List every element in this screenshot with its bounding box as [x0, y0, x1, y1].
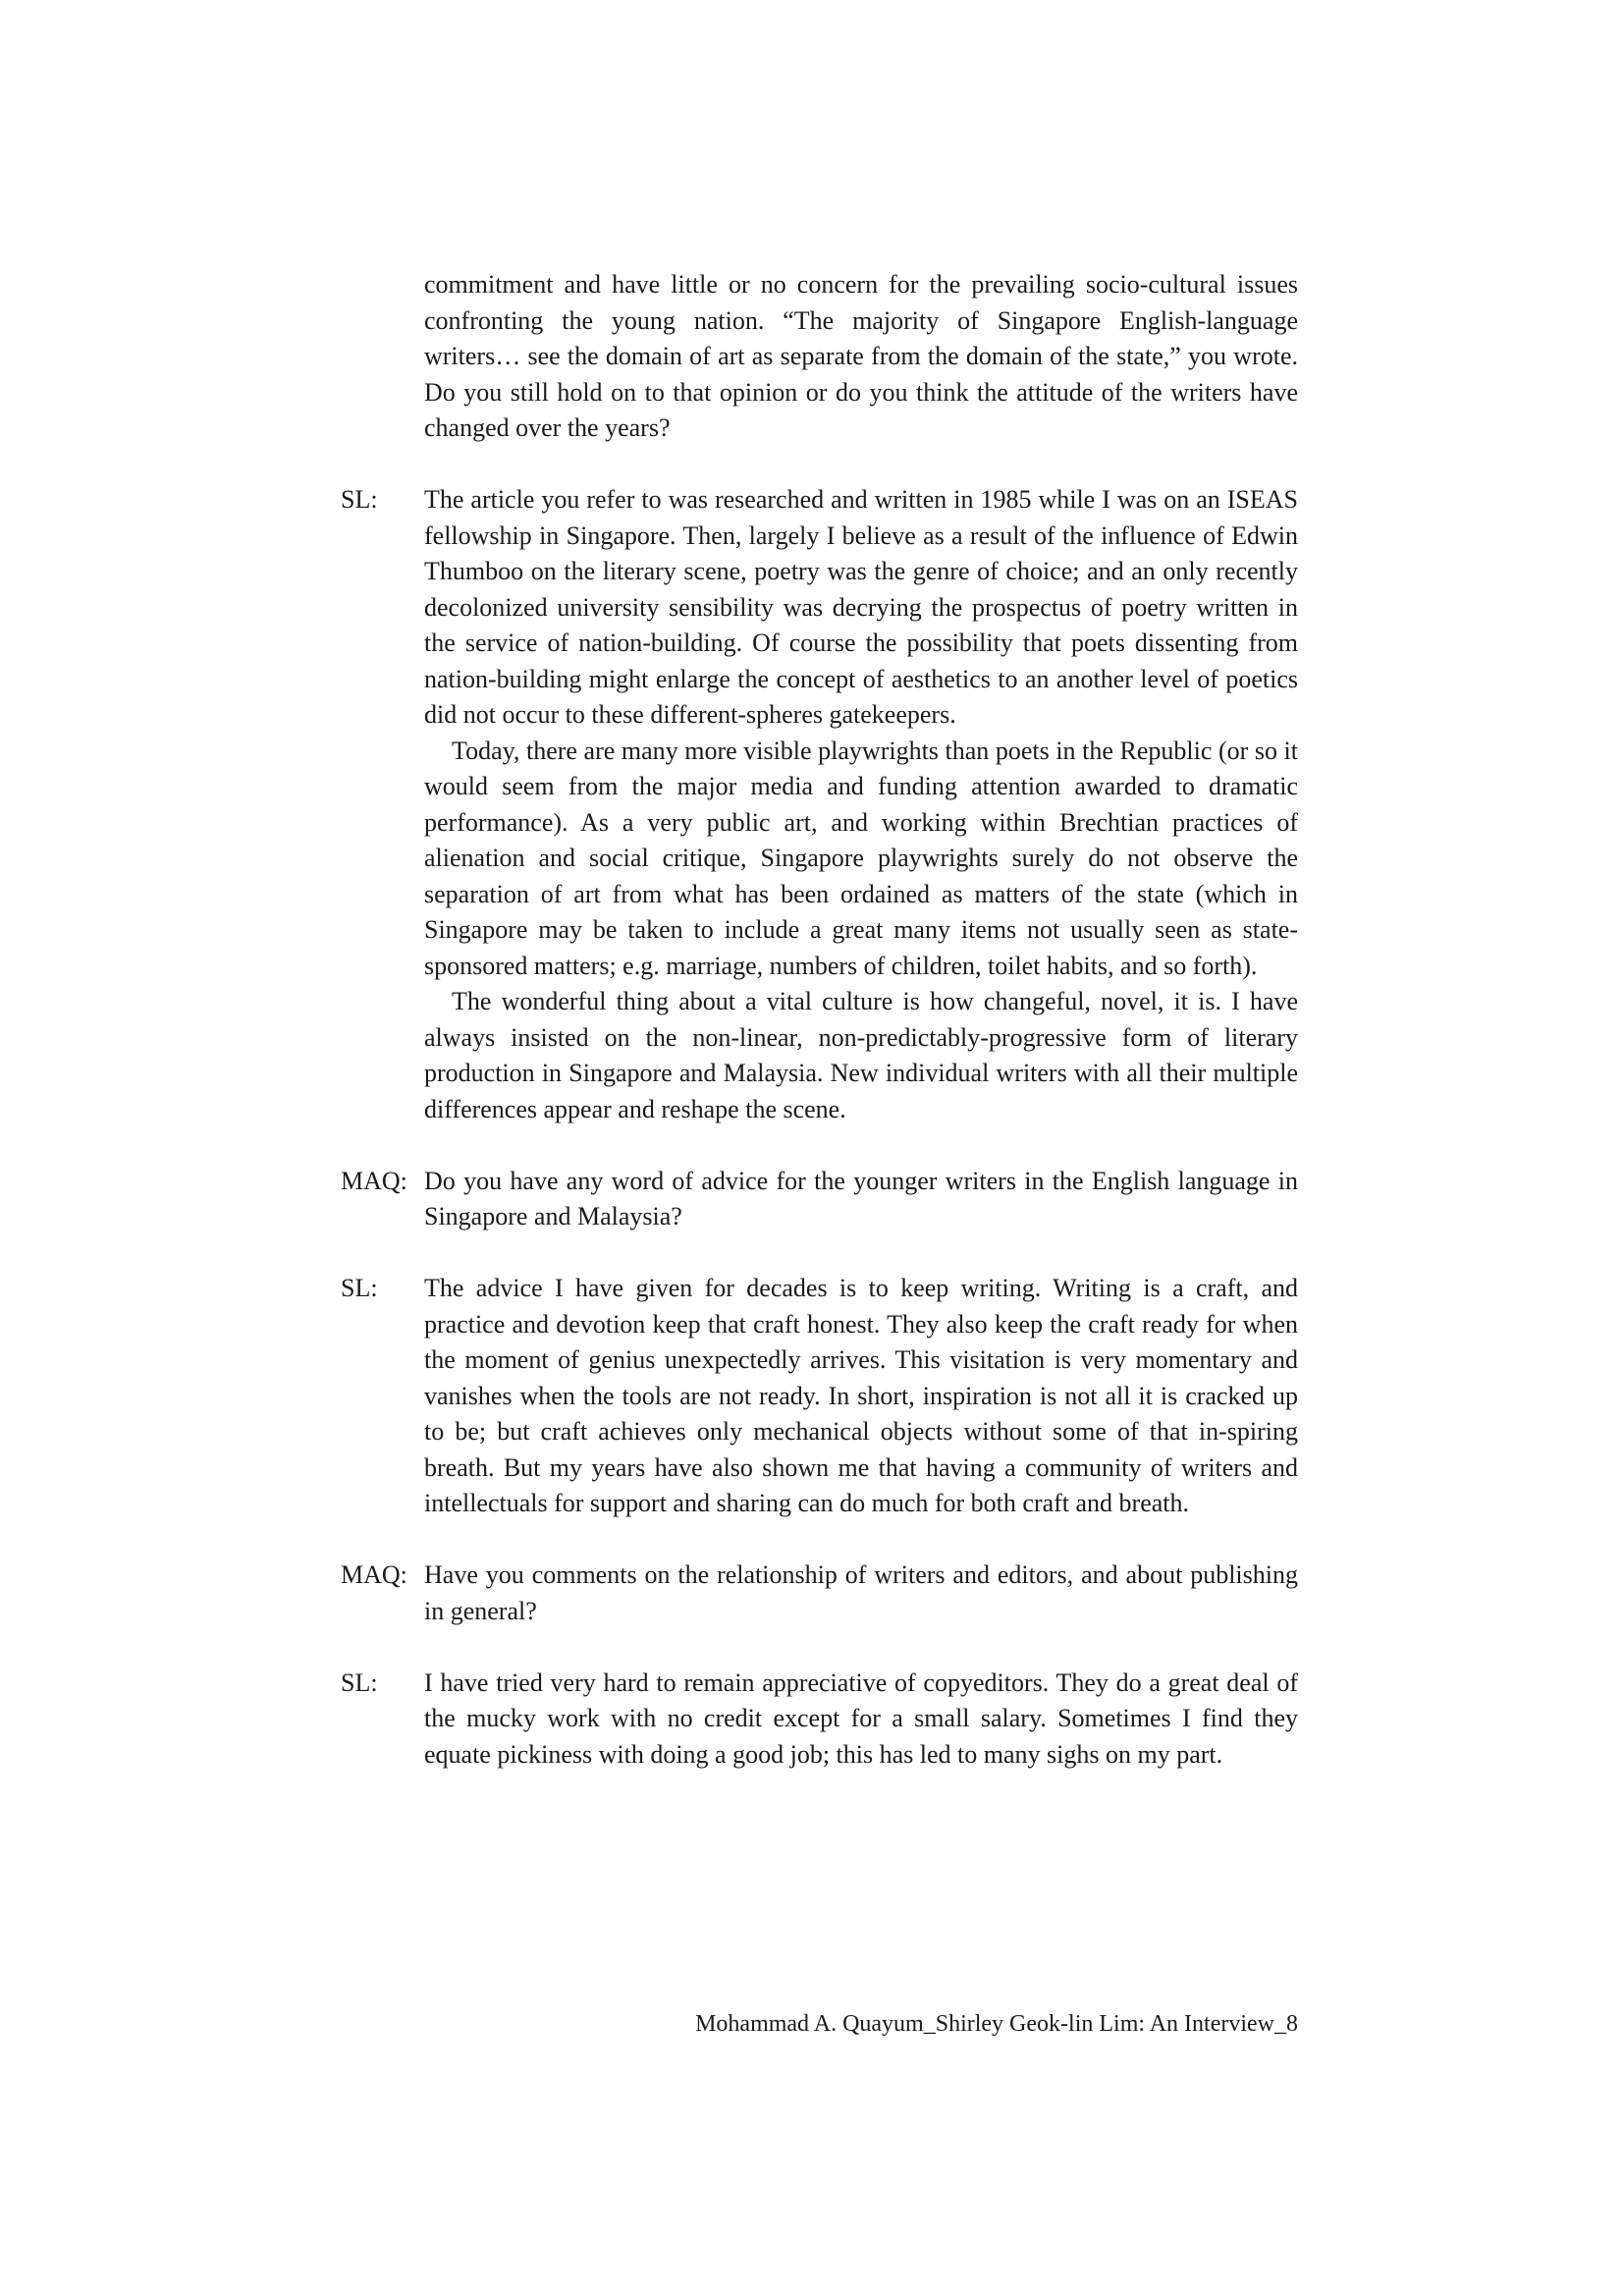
block-spacer	[341, 1629, 1298, 1666]
interview-block-answer	[341, 482, 1298, 1127]
speaker-label: SL:	[341, 485, 378, 514]
speaker-label: MAQ:	[341, 1166, 407, 1195]
page-footer: Mohammad A. Quayum_Shirley Geok-lin Lim: An Interview_8	[695, 2011, 1298, 2037]
interview-block-continued-question	[341, 267, 1298, 447]
block-body	[424, 1666, 1298, 1774]
speaker-label: MAQ:	[341, 1560, 407, 1589]
interview-transcript	[341, 267, 1298, 1773]
block-body	[424, 482, 1298, 1127]
paragraph: I have tried very hard to remain appreciative of copyeditors. They do a great deal of the mucky work with no credit except for a small salary. Sometimes I find they equate pickiness with doing a good job; this has led to many sighs on my part.	[424, 1667, 1298, 1769]
paragraph: The article you refer to was researched and written in 1985 while I was on an ISEAS fellowship in Singapore. Then, largely I believe as a result of the influence of Edwin Thumboo on the literary scene, poetry was the genre of choice; and an only recently decolonized university sensibility was decrying the prospectus of poetry written in the service of nation-building. Of course the possibility that poets dissenting from nation-building might enlarge the concept of aesthetics to an another level of poetics did not occur to these different-spheres gatekeepers.	[424, 485, 1298, 729]
interview-block-question	[341, 1558, 1298, 1629]
block-body	[424, 1271, 1298, 1522]
interview-block-question	[341, 1164, 1298, 1235]
block-body	[424, 267, 1298, 447]
block-spacer	[341, 1522, 1298, 1558]
paragraph: The advice I have given for decades is to keep writing. Writing is a craft, and practice and devotion keep that craft honest. They also keep the craft ready for when the moment of genius unexpectedly arrives. This visitation is very momentary and vanishes when the tools are not ready. In short, inspiration is not all it is cracked up to be; but craft achieves only mechanical objects without some of that in-spiring breath. But my years have also shown me that having a community of writers and intellectuals for support and sharing can do much for both craft and breath.	[424, 1274, 1298, 1517]
block-body	[424, 1164, 1298, 1235]
interview-block-answer	[341, 1271, 1298, 1522]
block-body	[424, 1558, 1298, 1629]
paragraph: commitment and have little or no concern for the prevailing socio-cultural issues confronting the young nation. “The majority of Singapore English-language writers… see the domain of art as separate from the domain of the state,” you wrote. Do you still hold on to that opinion or do you think the attitude of the writers have changed over the years?	[424, 270, 1298, 442]
speaker-label: SL:	[341, 1274, 378, 1302]
block-spacer	[341, 1235, 1298, 1272]
interview-block-answer	[341, 1666, 1298, 1774]
block-spacer	[341, 447, 1298, 483]
paragraph: Have you comments on the relationship of writers and editors, and about publishing in general?	[424, 1560, 1298, 1625]
paragraph: Do you have any word of advice for the younger writers in the English language in Singapore and Malaysia?	[424, 1166, 1298, 1230]
block-spacer	[341, 1127, 1298, 1164]
speaker-label: SL:	[341, 1667, 378, 1697]
paragraph: Today, there are many more visible playwrights than poets in the Republic (or so it would seem from the major media and funding attention awarded to dramatic performance). As a very public art, and working within Brechtian practices of alienation and social critique, Singapore playwrights surely do not observe the separation of art from what has been ordained as matters of the state (which in Singapore may be taken to include a great many items not usually seen as state-sponsored matters; e.g. marriage, numbers of children, toilet habits, and so forth).	[424, 736, 1298, 980]
paragraph: The wonderful thing about a vital culture is how changeful, novel, it is. I have always insisted on the non-linear, non-predictably-progressive form of literary production in Singapore and Malaysia. New individual writers with all their multiple differences appear and reshape the scene.	[424, 987, 1298, 1123]
